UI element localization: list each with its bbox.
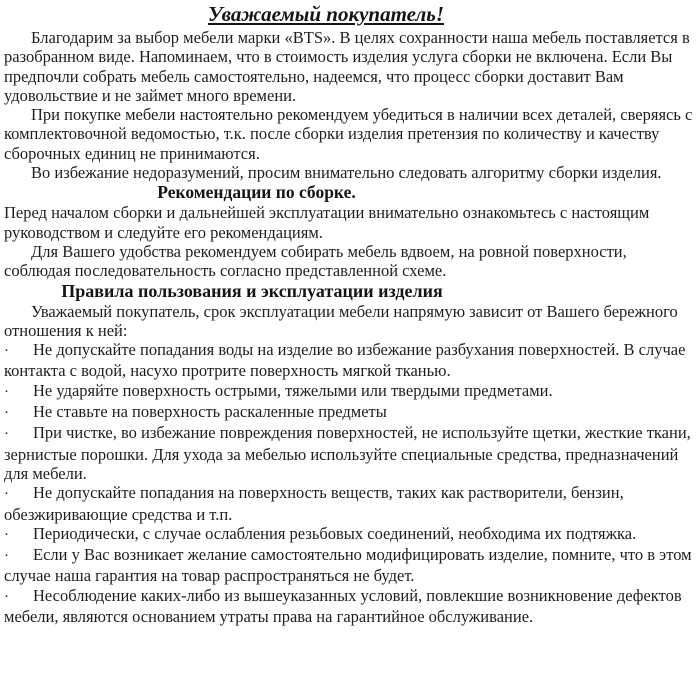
rule-text: При чистке, во избежание повреждения поверхностей, не используйте щетки, жесткие ткани, зернистые порошки. Для ухода за мебелью используйте специальные средства, предназначений для мебели. (4, 423, 691, 483)
document-title: Уважаемый покупатель! (208, 2, 444, 26)
rule-item-7 (4, 545, 694, 586)
rule-text: Не ставьте на поверхность раскаленные предметы (33, 402, 387, 422)
rule-text: Не допускайте попадания на поверхность веществ, таких как растворители, бензин, обезжиривающие средства и т.п. (4, 483, 624, 524)
intro-paragraph-2: При покупке мебели настоятельно рекомендуем убедиться в наличии всех деталей, сверяясь с комплектовочной ведомостью, т.к. после сборки изделия претензия по количеству и качеству сборочных единиц не принимаются. (4, 105, 693, 163)
assembly-paragraph-1: Перед началом сборки и дальнейшей эксплуатации внимательно ознакомьтесь с настоящим руководством и следуйте его рекомендациям. (4, 203, 650, 242)
bullet-marker: · (4, 486, 9, 503)
bullet-marker: · (4, 383, 9, 400)
rule-item-6 (4, 524, 694, 545)
rule-text: Не допускайте попадания воды на изделие во избежание разбухания поверхностей. В случае контакта с водой, насухо протрите поверхность мягкой тканью. (4, 340, 686, 381)
bullet-marker: · (4, 405, 9, 422)
bullet-marker: · (4, 548, 9, 565)
intro-paragraph-1: Благодарим за выбор мебели марки «BTS». В целях сохранности наша мебель поставляется в разобранном виде. Напоминаем, что в стоимость изделия услуга сборки не включена. Если Вы предпочли собрать мебель самостоятельно, надеемся, что процесс сборки доставит Вам удовольствие и не займет много времени. (4, 28, 690, 105)
bullet-marker: · (4, 526, 9, 543)
usage-heading: Правила пользования и эксплуатации изделия (61, 280, 443, 301)
bullet-marker: · (4, 343, 9, 360)
usage-lead-paragraph: Уважаемый покупатель, срок эксплуатации мебели напрямую зависит от Вашего бережного отношения к ней: (4, 301, 678, 340)
assembly-heading: Рекомендации по сборке. (157, 182, 356, 203)
bullet-marker: · (4, 426, 9, 443)
assembly-paragraph-2: Для Вашего удобства рекомендуем собирать мебель вдвоем, на ровной поверхности, соблюдая последовательность согласно представленной схеме. (4, 241, 627, 281)
rule-text: Периодически, с случае ослабления резьбовых соединений, необходима их подтяжка. (33, 523, 637, 543)
rule-item-3 (4, 402, 694, 423)
rule-item-8 (4, 586, 694, 627)
rule-text: Не ударяйте поверхность острыми, тяжелыми или твердыми предметами. (33, 380, 553, 400)
rule-item-4 (4, 423, 694, 483)
rule-item-2 (4, 381, 694, 402)
rule-item-5 (4, 483, 694, 524)
rule-text: Если у Вас возникает желание самостоятельно модифицировать изделие, помните, что в этом случае наша гарантия на товар распространяться не будет. (4, 545, 692, 586)
rule-text: Несоблюдение каких-либо из вышеуказанных условий, повлекшие возникновение дефектов мебели, являются основанием утраты права на гарантийное обслуживание. (4, 585, 682, 627)
intro-paragraph-3: Во избежание недоразумений, просим внимательно следовать алгоритму сборки изделия. (31, 163, 662, 183)
bullet-marker: · (4, 588, 9, 605)
rule-item-1 (4, 340, 694, 381)
